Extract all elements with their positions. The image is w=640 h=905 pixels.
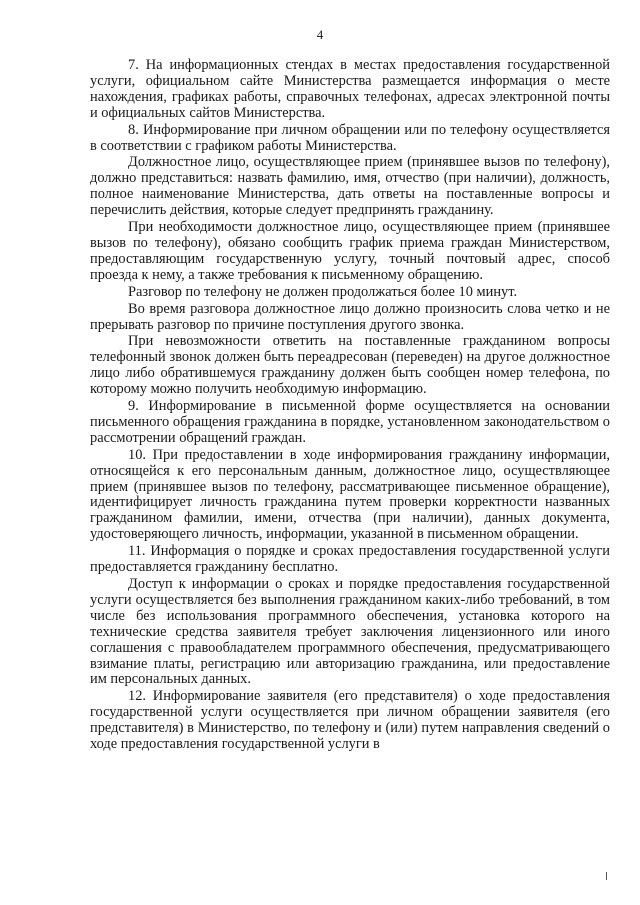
paragraph-reception-schedule: При необходимости должностное лицо, осуществляющее прием (принявшее вызов по телефону), обязано сообщить график приема граждан Министерством, предоставляющим государственную услугу, точный почтовый адрес, способ проезда к нему, а также требования к письменному обращению. [90,219,610,283]
paragraph-7: 7. На информационных стендах в местах предоставления государственной услуги, официальном сайте Министерства размещается информация о месте нахождения, графиках работы, справочных телефонах, адресах электронной почты и официальных сайтов Министерства. [90,57,610,121]
page-number: 4 [316,27,324,42]
document-body [90,58,610,753]
paragraph-12: 12. Информирование заявителя (его представителя) о ходе предоставления государственной услуги осуществляется при личном обращении заявителя (его представителя) в Министерство, по телефону и (или) путем направления сведений о ходе предоставления государственной услуги в [90,688,610,753]
paragraph-call-redirect: При невозможности ответить на поставленные гражданином вопросы телефонный звонок должен быть переадресован (переведен) на другое должностное лицо либо обратившемуся гражданину должен быть сообщен номер телефона, по которому можно получить необходимую информацию. [90,333,610,398]
paragraph-11: 11. Информация о порядке и сроках предоставления государственной услуги предоставляется гражданину бесплатно. [90,543,610,576]
paragraph-official-introduction: Должностное лицо, осуществляющее прием (принявшее вызов по телефону), должно представиться: назвать фамилию, имя, отчество (при наличии), должность, полное наименование Министерства, дать ответы на поставленные вопросы и перечислить действия, которые следует предпринять гражданину. [90,154,610,219]
margin-mark [606,872,607,880]
paragraph-free-access: Доступ к информации о сроках и порядке предоставления государственной услуги осуществляется без выполнения гражданином каких-либо требований, в том числе без использования программного обеспечения, установка которого на технические средства заявителя требует заключения лицензионного или иного соглашения с правообладателем программного обеспечения, предусматривающего взимание платы, регистрацию или авторизацию гражданина, или предоставление им персональных данных. [90,576,610,688]
paragraph-8: 8. Информирование при личном обращении или по телефону осуществляется в соответствии с графиком работы Министерства. [90,121,610,154]
paragraph-10: 10. При предоставлении в ходе информирования гражданину информации, относящейся к его персональным данным, должностное лицо, осуществляющее прием (принявшее вызов по телефону, рассматривающее письменное обращение), идентифицирует личность гражданина путем проверки корректности названных гражданином фамилии, имени, отчества (при наличии), данных документа, удостоверяющего личность, информации, указанной в письменном обращении. [90,446,610,543]
paragraph-call-conduct: Во время разговора должностное лицо должно произносить слова четко и не прерывать разговор по причине поступления другого звонка. [90,300,610,333]
paragraph-9: 9. Информирование в письменной форме осуществляется на основании письменного обращения гражданина в порядке, установленном законодательством о рассмотрении обращений граждан. [90,398,610,446]
paragraph-call-duration: Разговор по телефону не должен продолжаться более 10 минут. [128,283,518,300]
